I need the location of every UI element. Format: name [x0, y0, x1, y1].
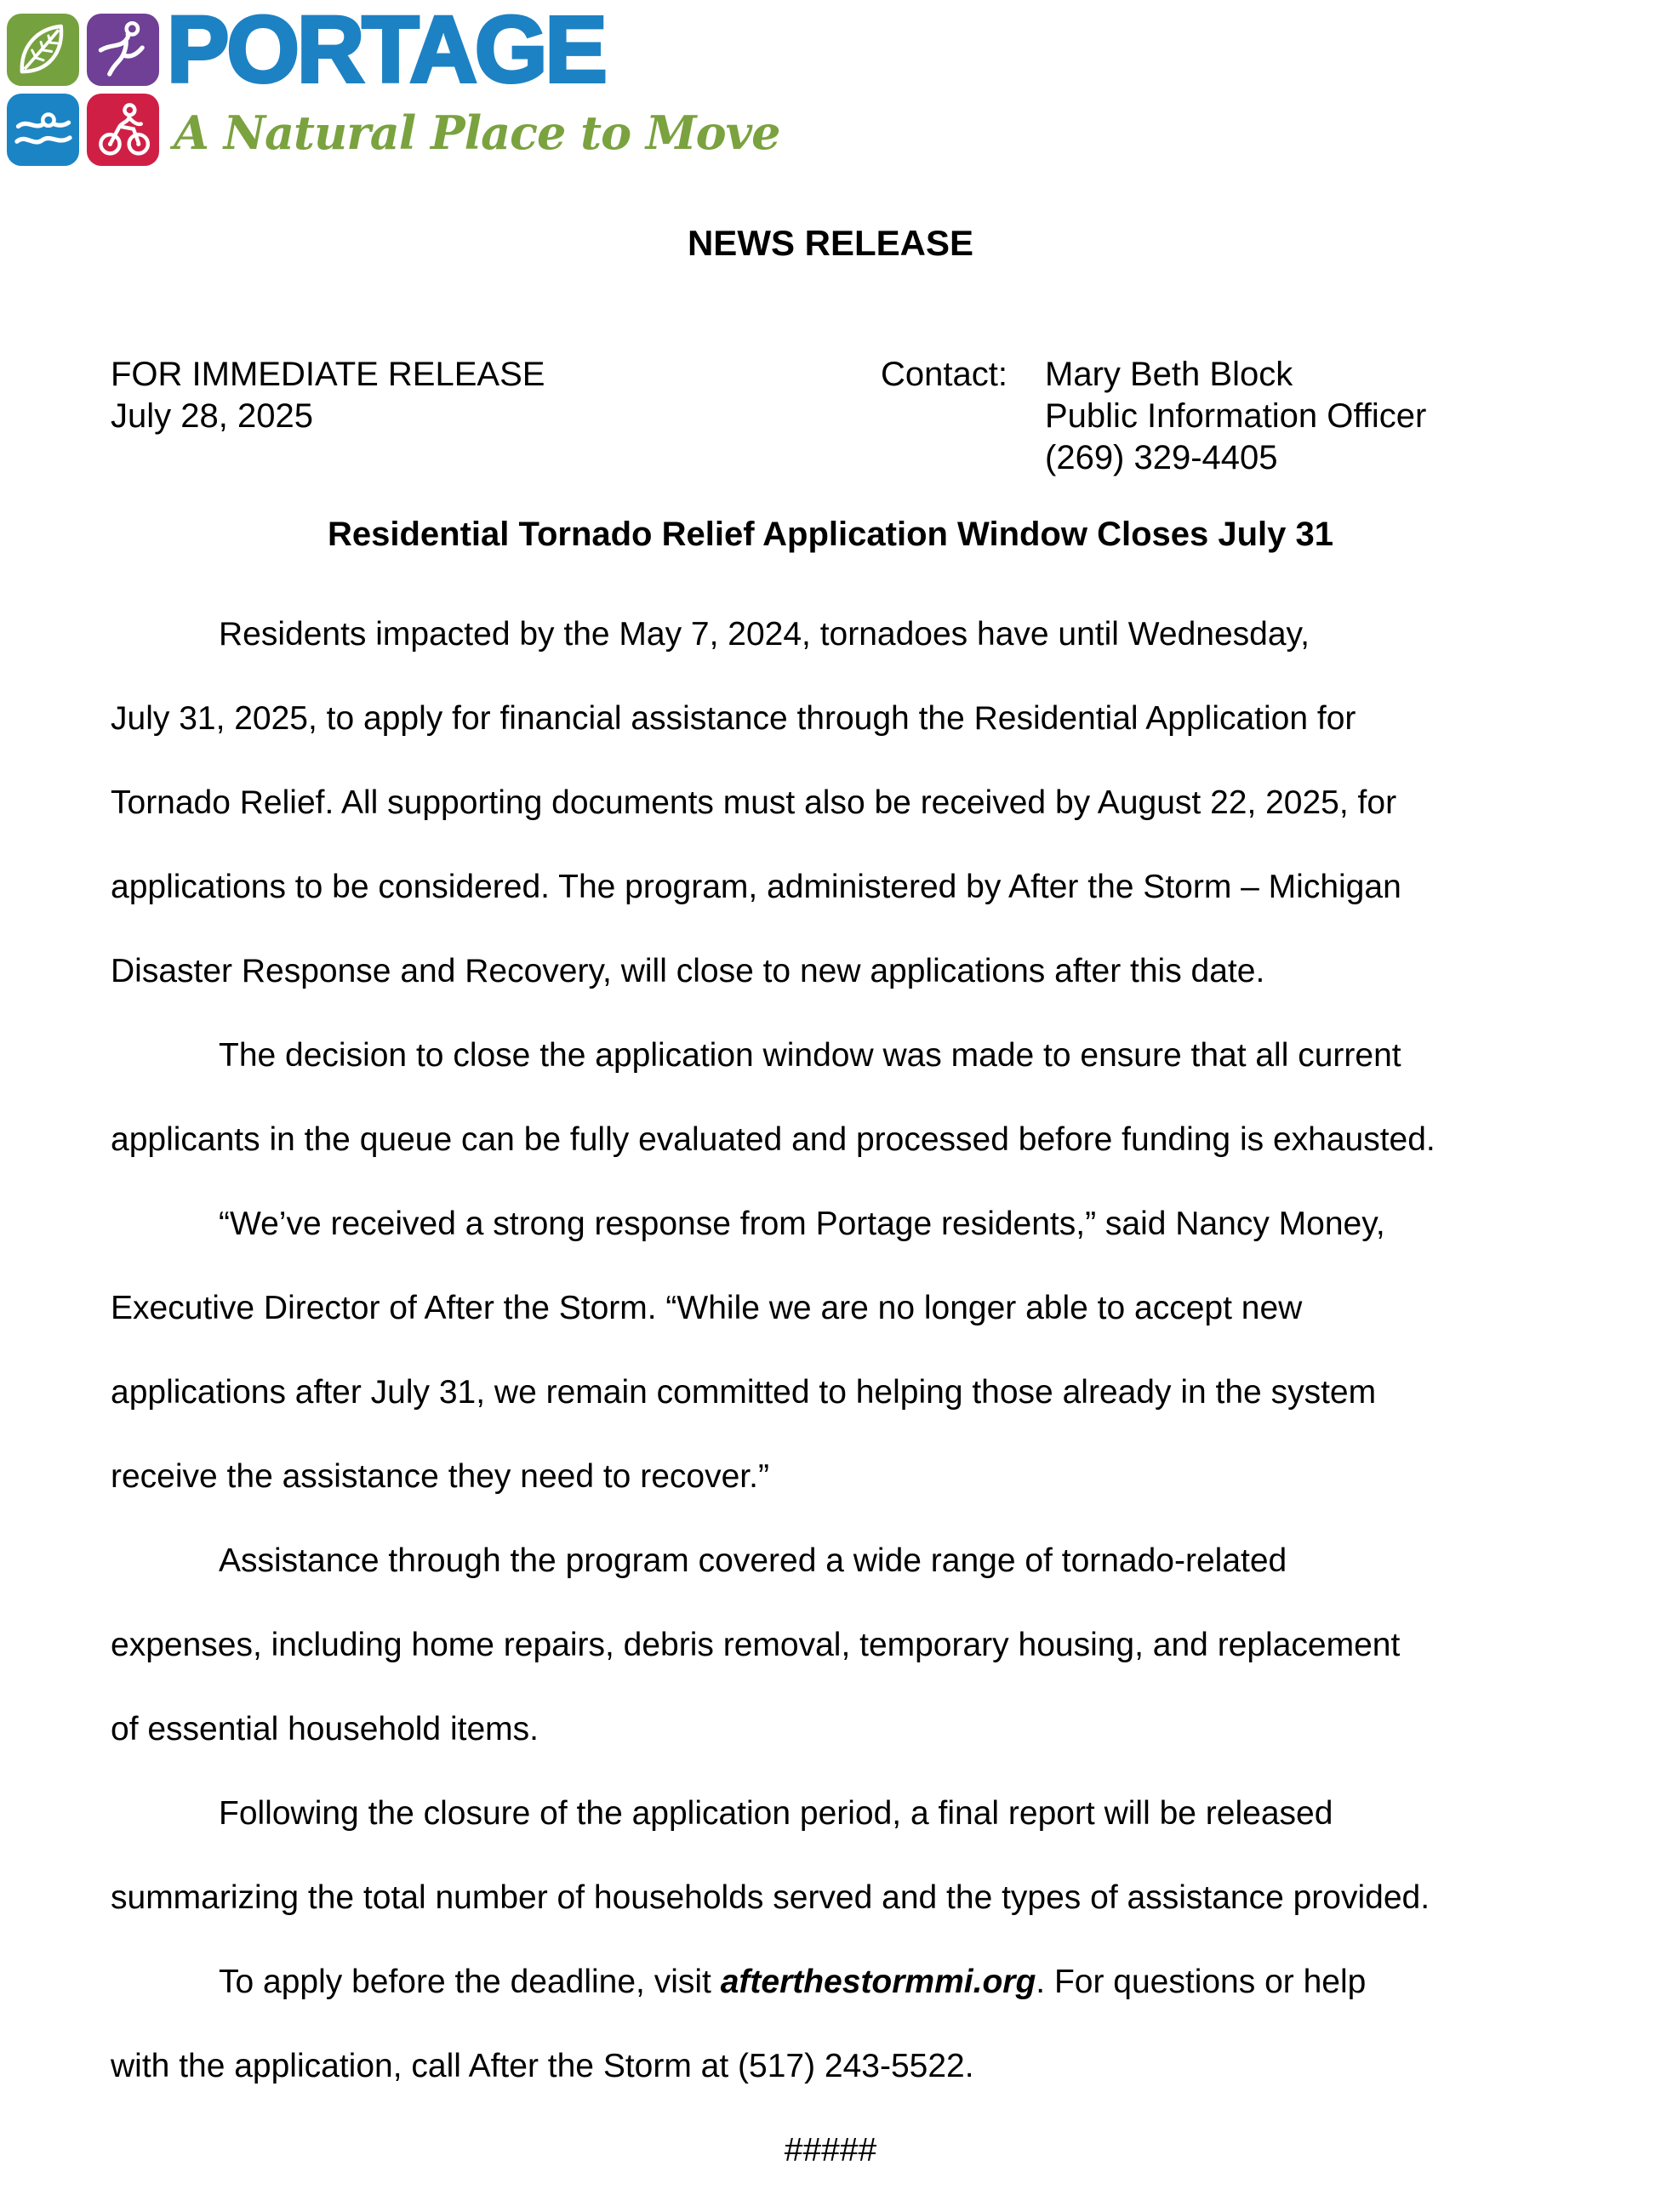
- cyclist-icon: [92, 99, 155, 162]
- body-line-text: To apply before the deadline, visit: [219, 1964, 721, 2000]
- body-line: Executive Director of After the Storm. “While we are no longer able to accept new: [111, 1290, 1303, 1326]
- paragraph-2: [111, 1013, 1550, 1182]
- body-line: of essential household items.: [111, 1711, 539, 1747]
- paragraph-3: [111, 1182, 1550, 1519]
- body-line: receive the assistance they need to recover.”: [111, 1458, 769, 1495]
- logo-wordmark: PORTAGE: [167, 0, 605, 102]
- paragraph-4: [111, 1519, 1550, 1771]
- contact-name: Mary Beth Block: [1045, 356, 1293, 393]
- body-line: [111, 1940, 1550, 2024]
- body-line: Assistance through the program covered a wide range of tornado-related: [219, 1542, 1287, 1579]
- release-statement: FOR IMMEDIATE RELEASE: [111, 356, 545, 393]
- page-title: Residential Tornado Relief Application Window Closes July 31: [327, 516, 1334, 553]
- body-line: Residents impacted by the May 7, 2024, tornadoes have until Wednesday,: [219, 616, 1310, 653]
- doc-type-heading: NEWS RELEASE: [687, 223, 974, 263]
- portage-logo: [0, 0, 780, 179]
- paragraph-1: [111, 592, 1550, 1013]
- paragraph-5: [111, 1771, 1550, 1940]
- runner-tile: [87, 14, 159, 86]
- contact-label: Contact:: [881, 356, 1007, 393]
- swimmer-icon: [12, 99, 75, 162]
- contact-phone: (269) 329-4405: [1045, 439, 1278, 476]
- body-line: “We’ve received a strong response from Portage residents,” said Nancy Money,: [219, 1206, 1385, 1242]
- body-line: Following the closure of the application period, a final report will be released: [219, 1795, 1333, 1832]
- body-line: applications after July 31, we remain committed to helping those already in the system: [111, 1374, 1377, 1411]
- swimmer-tile: [7, 94, 79, 166]
- end-marker: #####: [784, 2132, 877, 2169]
- body-line: July 31, 2025, to apply for financial assistance through the Residential Application for: [111, 700, 1356, 737]
- body-line: with the application, call After the Storm at (517) 243-5522.: [111, 2048, 974, 2084]
- body-text: [111, 592, 1550, 2192]
- leaf-icon: [12, 19, 75, 82]
- logo-tagline: A Natural Place to Move: [174, 105, 780, 160]
- body-line: applicants in the queue can be fully evaluated and processed before funding is exhausted.: [111, 1121, 1436, 1158]
- body-line-text: . For questions or help: [1036, 1964, 1367, 2000]
- body-line: The decision to close the application window was made to ensure that all current: [219, 1037, 1401, 1074]
- body-line: expenses, including home repairs, debris removal, temporary housing, and replacement: [111, 1627, 1401, 1663]
- logo-tile-grid: [7, 14, 159, 166]
- body-line: Tornado Relief. All supporting documents must also be received by August 22, 2025, for: [111, 784, 1397, 821]
- leaf-tile: [7, 14, 79, 86]
- contact-info: [1045, 354, 1426, 479]
- body-line: summarizing the total number of households served and the types of assistance provided.: [111, 1879, 1430, 1916]
- runner-icon: [92, 19, 155, 82]
- contact-title: Public Information Officer: [1045, 397, 1427, 435]
- cyclist-tile: [87, 94, 159, 166]
- body-line: Disaster Response and Recovery, will close to new applications after this date.: [111, 953, 1265, 989]
- paragraph-6: [111, 1940, 1550, 2108]
- website-url: afterthestormmi.org: [720, 1964, 1036, 2000]
- release-info: [111, 354, 545, 437]
- release-date: July 28, 2025: [111, 397, 313, 435]
- body-line: applications to be considered. The program, administered by After the Storm – Michigan: [111, 869, 1401, 905]
